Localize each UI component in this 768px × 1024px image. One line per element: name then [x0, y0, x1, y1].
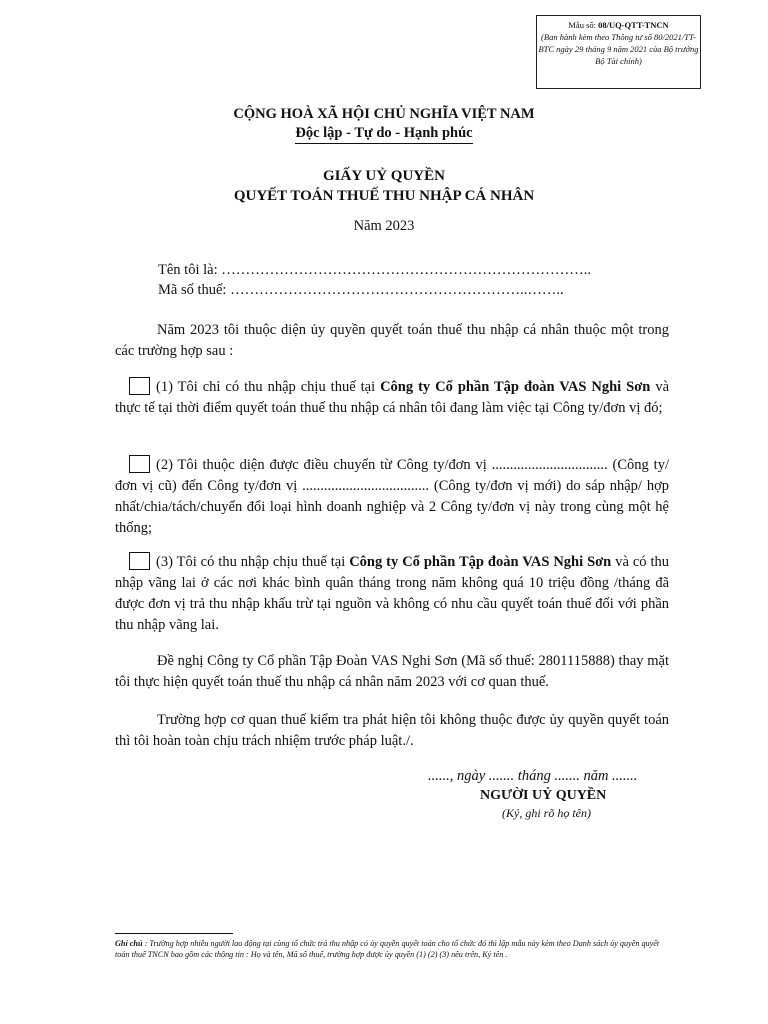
option-2-checkbox[interactable]	[129, 455, 150, 473]
signature-title: NGƯỜI UỶ QUYỀN	[480, 788, 607, 803]
nation-heading: CỘNG HOÀ XÃ HỘI CHỦ NGHĨA VIỆT NAM	[233, 106, 535, 122]
signature-note: (Ký, ghi rõ họ tên)	[502, 806, 591, 820]
motto	[0, 125, 768, 142]
option-3	[115, 552, 669, 636]
name-field[interactable]: Tên tôi là: …………………………………………………………………..	[158, 262, 591, 278]
option-3-company: Công ty Cổ phần Tập đoàn VAS Nghi Sơn	[349, 554, 612, 570]
option-1-checkbox[interactable]	[129, 377, 150, 395]
commitment-paragraph: Trường hợp cơ quan thuế kiểm tra phát hiện tôi không thuộc được ủy quyền quyết toán thì tôi hoàn toàn chịu trách nhiệm trước pháp luật./.	[115, 712, 669, 749]
footnote-text: : Trường hợp nhiều người lao động tại cùng tổ chức trả thu nhập có ủy quyền quyết toán cho tổ chức đó thì lập mẫu này kèm theo Danh sách ủy quyền quyết toán thuế TNCN bao gồm các thông tin : Họ và tên, Mã số thuế, trường hợp được ủy quyền (1) (2) (3) nêu trên, Ký tên .	[115, 939, 660, 959]
footnote	[115, 938, 670, 960]
signature-date: ......, ngày ....... tháng ....... năm .......	[428, 768, 638, 784]
option-3-text: (3) Tôi có thu nhập chịu thuế tại	[156, 554, 350, 570]
option-3-checkbox[interactable]	[129, 552, 150, 570]
document-subtitle: QUYẾT TOÁN THUẾ THU NHẬP CÁ NHÂN	[233, 188, 535, 204]
option-1	[115, 377, 669, 419]
option-1-text: (1) Tôi chỉ có thu nhập chịu thuế tại	[156, 379, 381, 395]
option-1-text-rest: và thực tế tại thời điểm quyết toán thuế thu nhập cá nhân tôi đang làm việc tại Công ty/đơn vị đó;	[115, 379, 670, 416]
footnote-label: Ghi chú	[115, 939, 143, 948]
document-title: GIẤY UỶ QUYỀN	[323, 168, 445, 184]
request-paragraph: Đề nghị Công ty Cổ phần Tập Đoàn VAS Nghi Sơn (Mã số thuế: 2801115888) thay mặt tôi thực hiện quyết toán thuế thu nhập cá nhân năm 2023 với cơ quan thuế.	[115, 653, 669, 690]
intro-paragraph: Năm 2023 tôi thuộc diện ủy quyền quyết toán thuế thu nhập cá nhân thuộc một trong các trường hợp sau :	[115, 322, 669, 359]
tax-code-field[interactable]: Mã số thuế: ……………………………………………………..……..	[158, 282, 564, 298]
motto-text: Độc lập - Tự do - Hạnh phúc	[295, 125, 472, 144]
form-code: Mẫu số: 08/UQ-QTT-TNCN	[568, 20, 669, 30]
option-2-text: (2) Tôi thuộc diện được điều chuyển từ Công ty/đơn vị ................................ (Công ty/đơn vị cũ) đến Công ty/đơn vị ................................... (Công ty/đơn vị mới) do sáp nhập/ hợp nhất/chia/tách/chuyển đổi loại hình doanh nghiệp và 2 Công ty/đơn vị này trong cùng một hệ thống;	[115, 457, 669, 536]
option-2	[115, 455, 669, 539]
form-code-note: (Ban hành kèm theo Thông tư số 80/2021/TT-BTC ngày 29 tháng 9 năm 2021 của Bộ trưởng Bộ Tài chính)	[538, 32, 699, 66]
option-3-text-rest: và có thu nhập vãng lai ở các nơi khác bình quân tháng trong năm không quá 10 triệu đồng /tháng đã được đơn vị trả thu nhập khấu trừ tại nguồn và không có nhu cầu quyết toán thuế đối với phần thu nhập vãng lai.	[115, 554, 669, 633]
option-1-company: Công ty Cổ phần Tập đoàn VAS Nghi Sơn	[380, 379, 651, 395]
form-code-box	[536, 15, 701, 89]
document-year: Năm 2023	[353, 218, 415, 234]
footnote-divider	[115, 933, 233, 934]
